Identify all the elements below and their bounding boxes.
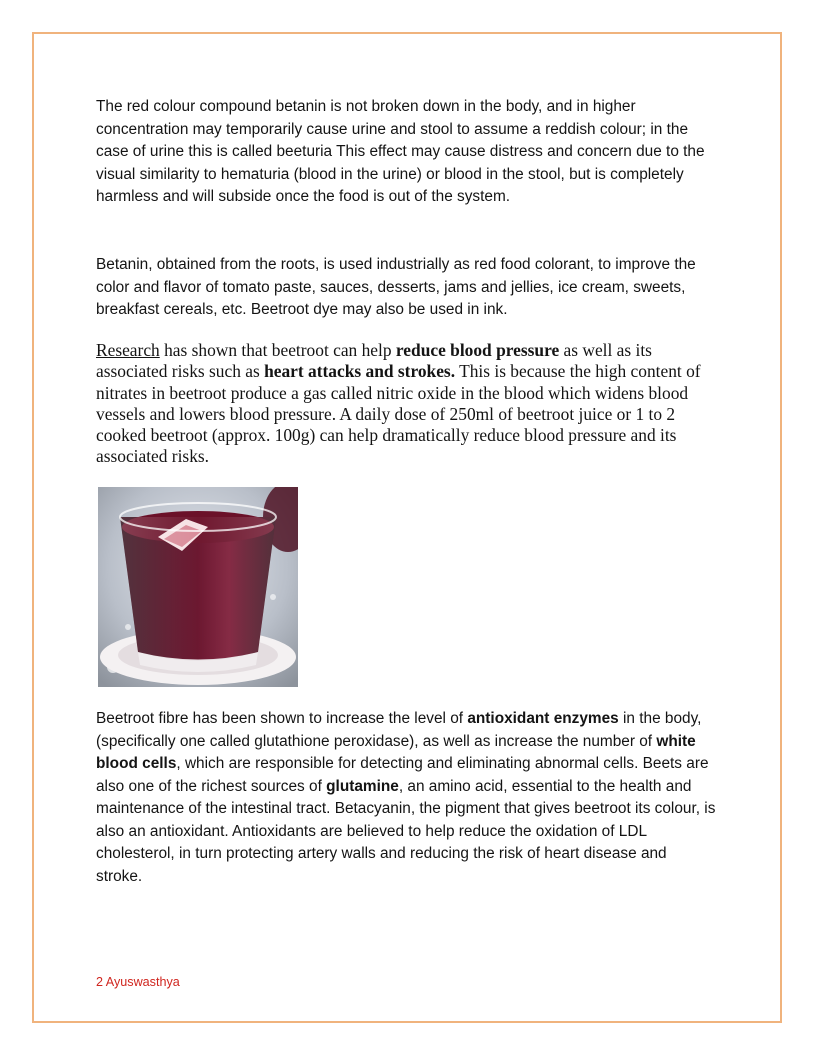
paragraph-antioxidants [96,708,716,888]
paragraph-betanin-colorant: Betanin, obtained from the roots, is used industrially as red food colorant, to improve the color and flavor of tomato paste, sauces, desserts, jams and jellies, ice cream, sweets, breakfast cereals, etc. Beetroot dye may also be used in ink. [96,256,696,318]
beetroot-juice-glass-illustration [98,487,298,687]
text-run: in the body, (specifically one called glutathione peroxidase), as well as increase the number of [96,710,702,750]
bold-reduce-blood-pressure: reduce blood pressure [395,340,560,360]
paragraph-betanin-urine: The red colour compound betanin is not broken down in the body, and in higher concentration may temporarily cause urine and stool to assume a reddish colour; in the case of urine this is called beeturia This effect may cause distress and concern due to the visual similarity to hematuria (blood in the urine) or blood in the stool, but is completely harmless and will subside once the food is out of the system. [96,98,705,205]
beetroot-juice-photo [98,487,298,687]
bold-heart-attacks: heart attacks and strokes. [264,361,456,382]
text-run: as well as its associated risks such as [96,340,652,382]
bold-antioxidant-enzymes: antioxidant enzymes [467,710,619,727]
text-run: Beetroot fibre has been shown to increase the level of [96,710,468,727]
paragraph-blood-pressure [96,340,716,468]
text-run: , which are responsible for detecting and eliminating abnormal cells. Beets are also one of the richest sources of [96,755,709,795]
text-run: , an amino acid, essential to the health and maintenance of the intestinal tract. Betacyanin, the pigment that gives beetroot its colour, is also an antioxidant. Antioxidants are believed to help reduce the oxidation of LDL cholesterol, in turn protecting artery walls and reducing the risk of heart disease and stroke. [96,777,716,885]
bold-white-blood-cells: white blood cells [96,732,696,772]
text-run: has shown that beetroot can help [159,340,396,360]
page-footer: 2 Ayuswasthya [96,975,180,989]
research-link[interactable]: Research [96,340,160,360]
text-run: This is because the high content of nitrates in beetroot produce a gas called nitric oxide in the blood which widens blood vessels and lowers blood pressure. A daily dose of 250ml of beetroot juice or 1 to 2 cooked beetroot (approx. 100g) can help dramatically reduce blood pressure and its associated risks. [96,361,701,467]
bold-glutamine: glutamine [326,777,399,795]
